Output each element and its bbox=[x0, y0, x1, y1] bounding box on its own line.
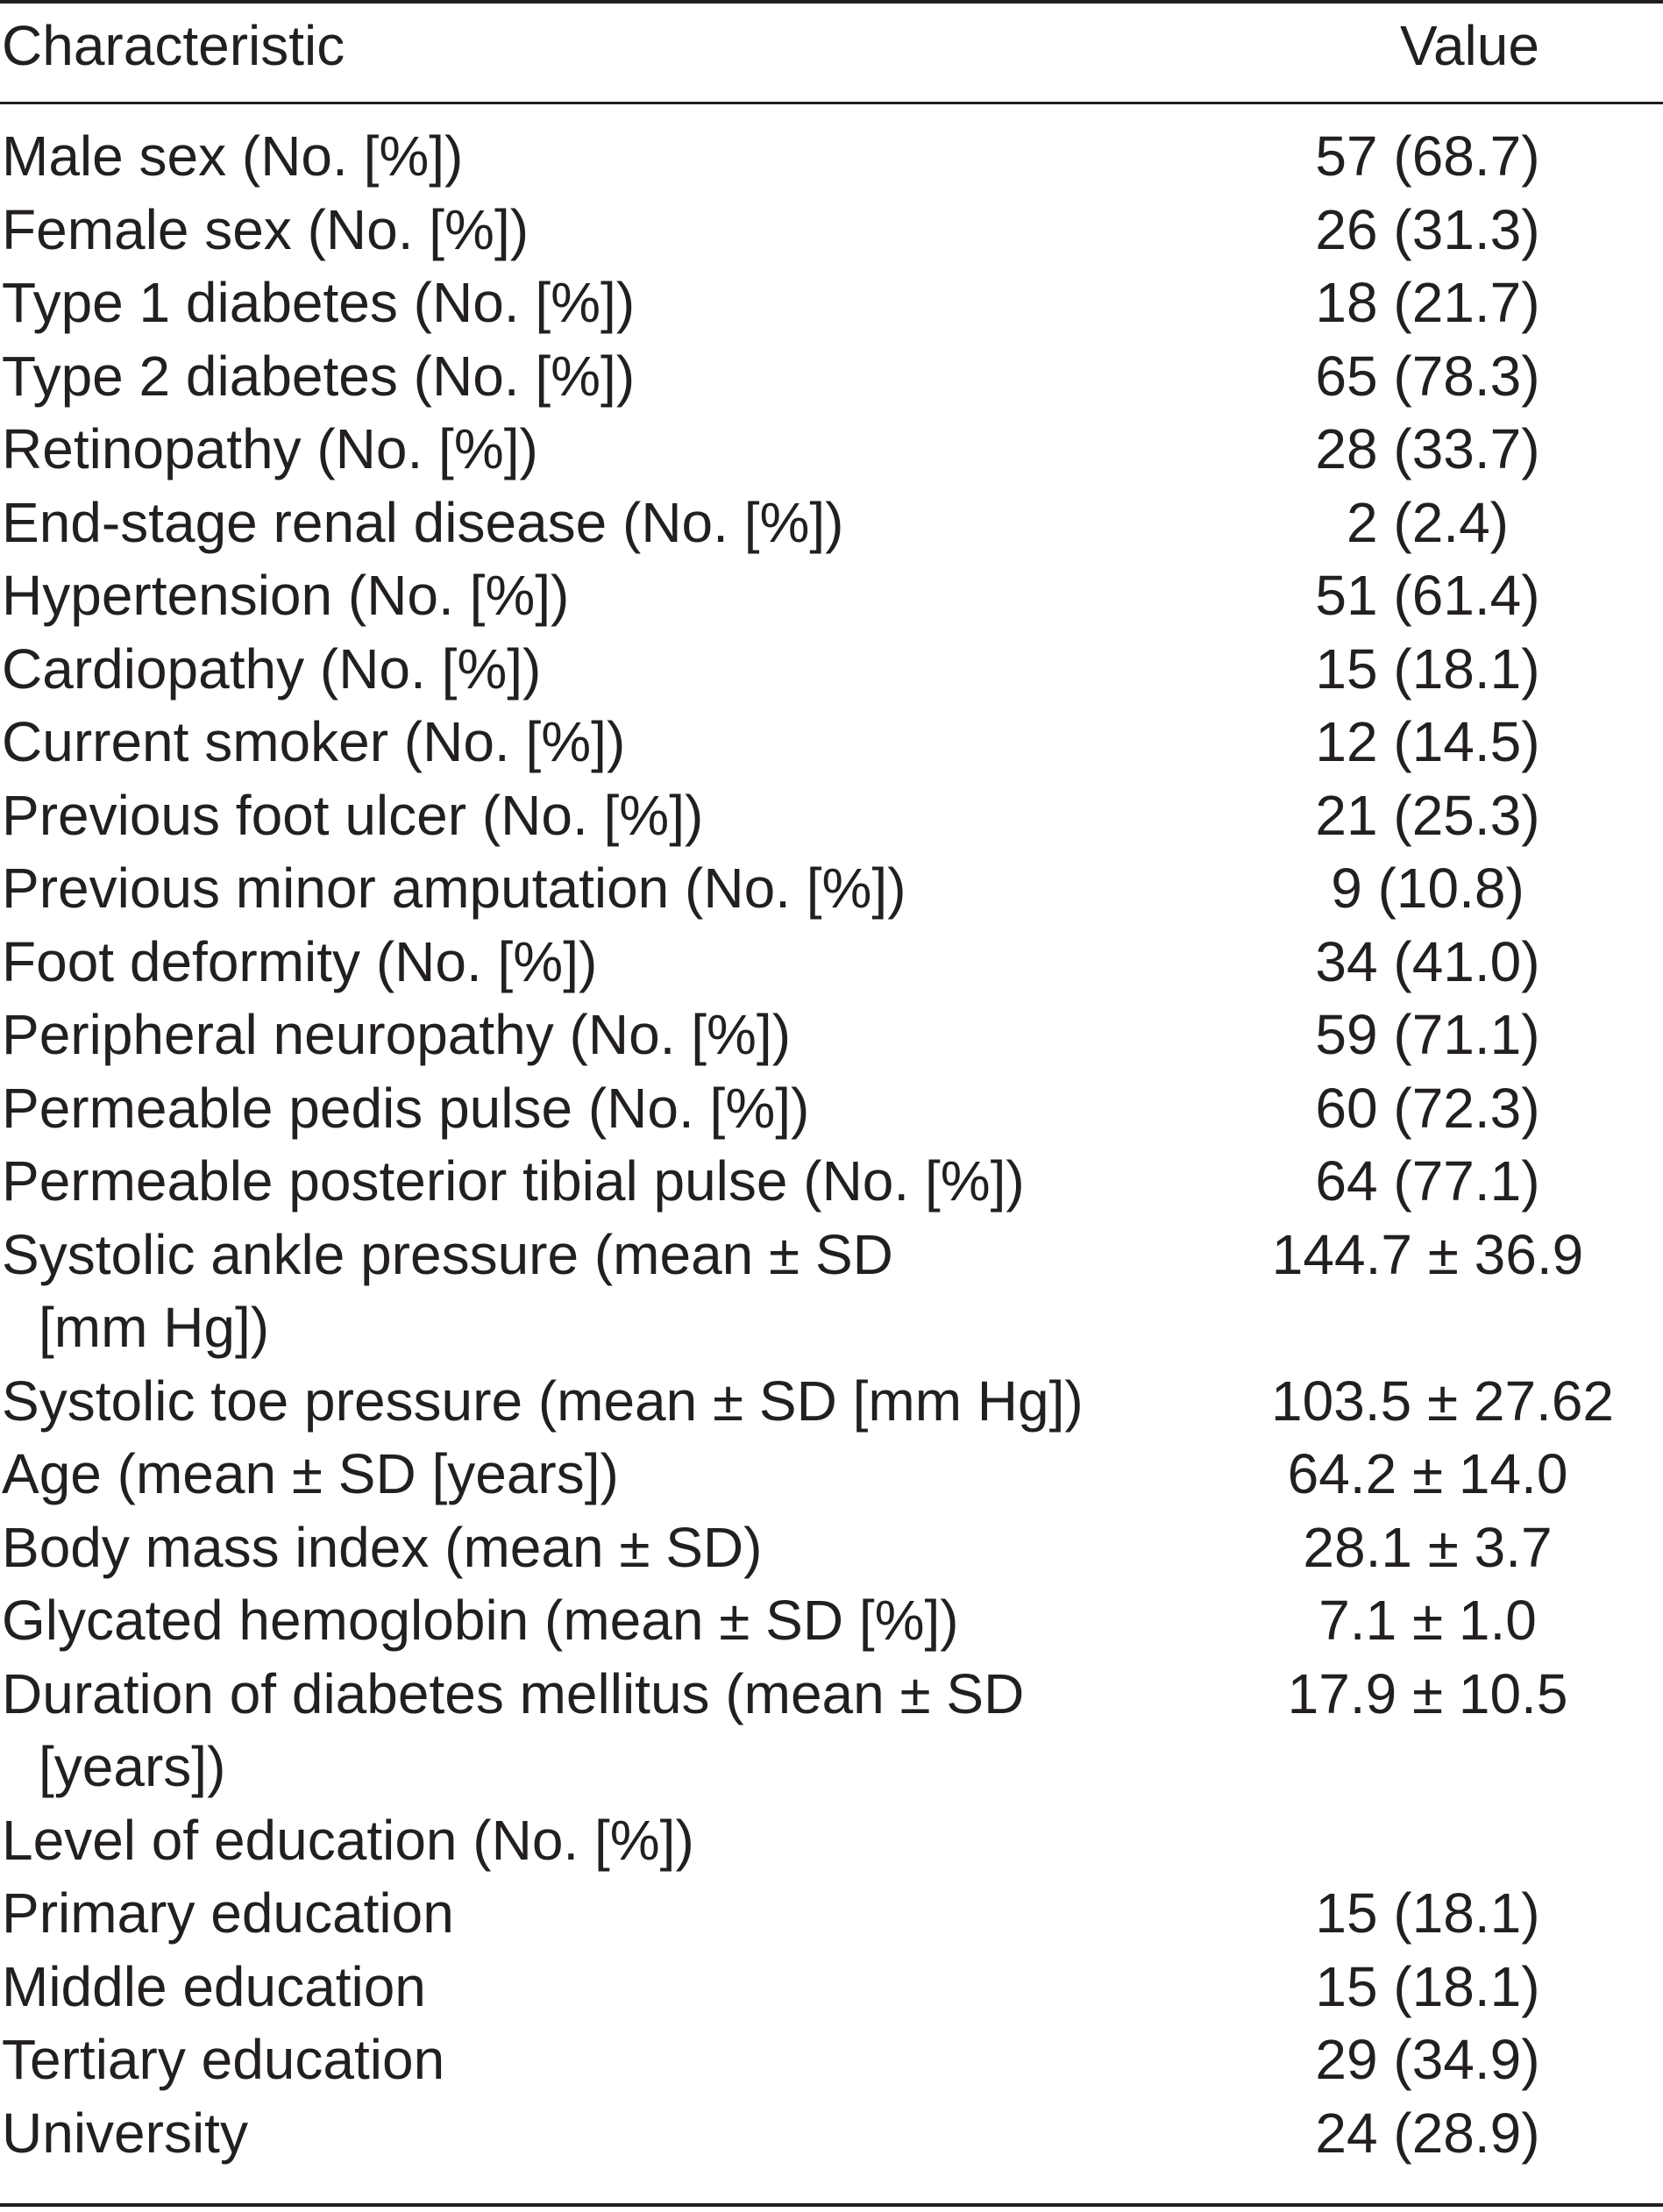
row-label-text: Cardiopathy (No. [%]) bbox=[2, 637, 542, 701]
row-label bbox=[2, 2097, 1247, 2171]
table-row bbox=[0, 2097, 1663, 2171]
row-label bbox=[2, 1951, 1247, 2024]
row-value: 60 (72.3) bbox=[1315, 1076, 1540, 1140]
row-label-text: Foot deformity (No. [%]) bbox=[2, 929, 598, 993]
table-bottom-rule bbox=[0, 2203, 1663, 2207]
row-label-text: Male sex (No. [%]) bbox=[2, 124, 464, 188]
row-value: 24 (28.9) bbox=[1315, 2101, 1540, 2165]
row-label bbox=[2, 413, 1247, 487]
row-value: 144.7 ± 36.9 bbox=[1271, 1222, 1584, 1286]
row-label-text: Hypertension (No. [%]) bbox=[2, 564, 570, 627]
row-value: 34 (41.0) bbox=[1315, 929, 1540, 993]
table-row bbox=[0, 340, 1663, 414]
row-label bbox=[2, 1877, 1247, 1951]
row-label bbox=[2, 559, 1247, 633]
row-label bbox=[2, 340, 1247, 414]
table-row bbox=[0, 926, 1663, 999]
row-value: 28 (33.7) bbox=[1315, 417, 1540, 480]
row-value: 9 (10.8) bbox=[1331, 857, 1524, 920]
row-value: 21 (25.3) bbox=[1315, 783, 1540, 847]
row-value: 15 (18.1) bbox=[1315, 1954, 1540, 2018]
row-label-text: Duration of diabetes mellitus (mean ± SD bbox=[2, 1661, 1025, 1725]
row-label-text: Previous minor amputation (No. [%]) bbox=[2, 857, 906, 920]
table-row bbox=[0, 1438, 1663, 1511]
table-row bbox=[0, 1219, 1663, 1365]
table-row bbox=[0, 1072, 1663, 1146]
table-row bbox=[0, 120, 1663, 194]
row-label bbox=[2, 1365, 1247, 1439]
row-label-text: Primary education bbox=[2, 1881, 454, 1945]
row-value: 18 (21.7) bbox=[1315, 271, 1540, 334]
row-label bbox=[2, 1511, 1247, 1585]
row-label-text: Middle education bbox=[2, 1954, 426, 2018]
table-row bbox=[0, 2024, 1663, 2097]
row-label-continuation: [mm Hg]) bbox=[39, 1296, 270, 1359]
row-label bbox=[2, 267, 1247, 340]
table-row bbox=[0, 1584, 1663, 1658]
row-label bbox=[2, 120, 1247, 194]
table-row bbox=[0, 1951, 1663, 2024]
row-label bbox=[2, 779, 1247, 853]
row-value: 29 (34.9) bbox=[1315, 2028, 1540, 2091]
row-label bbox=[2, 633, 1247, 707]
row-value: 59 (71.1) bbox=[1315, 1003, 1540, 1066]
row-label bbox=[2, 1584, 1247, 1658]
row-label-text: End-stage renal disease (No. [%]) bbox=[2, 490, 844, 554]
row-label bbox=[2, 194, 1247, 267]
table-top-rule bbox=[0, 0, 1663, 4]
row-label-text: Glycated hemoglobin (mean ± SD [%]) bbox=[2, 1589, 959, 1652]
row-label-text: Systolic toe pressure (mean ± SD [mm Hg]) bbox=[2, 1369, 1084, 1433]
row-label-text: Previous foot ulcer (No. [%]) bbox=[2, 783, 704, 847]
row-value: 26 (31.3) bbox=[1315, 197, 1540, 261]
row-value: 2 (2.4) bbox=[1347, 490, 1509, 554]
row-label-text: Type 2 diabetes (No. [%]) bbox=[2, 344, 636, 408]
table-row bbox=[0, 413, 1663, 487]
table-row bbox=[0, 1658, 1663, 1804]
row-value: 103.5 ± 27.62 bbox=[1271, 1369, 1614, 1433]
row-label-text: Current smoker (No. [%]) bbox=[2, 710, 626, 773]
table-row bbox=[0, 194, 1663, 267]
row-label-text: Retinopathy (No. [%]) bbox=[2, 417, 538, 480]
row-label-text: Systolic ankle pressure (mean ± SD bbox=[2, 1222, 893, 1286]
row-value: 64 (77.1) bbox=[1315, 1149, 1540, 1213]
table-row bbox=[0, 779, 1663, 853]
row-label bbox=[2, 1145, 1247, 1219]
row-label-text: Permeable pedis pulse (No. [%]) bbox=[2, 1076, 810, 1140]
row-value: 17.9 ± 10.5 bbox=[1287, 1661, 1568, 1725]
row-value: 12 (14.5) bbox=[1315, 710, 1540, 773]
row-value: 51 (61.4) bbox=[1315, 564, 1540, 627]
table-row bbox=[0, 1877, 1663, 1951]
row-label-text: Type 1 diabetes (No. [%]) bbox=[2, 271, 636, 334]
row-label-text: Tertiary education bbox=[2, 2028, 445, 2091]
row-label bbox=[2, 852, 1247, 926]
row-label bbox=[2, 487, 1247, 560]
table-row bbox=[0, 1365, 1663, 1439]
row-label-text: University bbox=[2, 2101, 248, 2165]
table-row bbox=[0, 633, 1663, 707]
table-row bbox=[0, 487, 1663, 560]
row-label-text: Age (mean ± SD [years]) bbox=[2, 1442, 619, 1505]
table-row bbox=[0, 267, 1663, 340]
table-body bbox=[0, 120, 1663, 2170]
table-header-row bbox=[0, 11, 1663, 81]
row-value: 15 (18.1) bbox=[1315, 637, 1540, 701]
table-row bbox=[0, 1145, 1663, 1219]
row-value: 15 (18.1) bbox=[1315, 1881, 1540, 1945]
row-label bbox=[2, 999, 1247, 1072]
table-row bbox=[0, 852, 1663, 926]
row-label-text: Body mass index (mean ± SD) bbox=[2, 1515, 763, 1579]
row-label bbox=[2, 926, 1247, 999]
table-row bbox=[0, 706, 1663, 779]
table-row bbox=[0, 559, 1663, 633]
table-header-rule bbox=[0, 102, 1663, 104]
row-label bbox=[2, 1438, 1247, 1511]
table-row bbox=[0, 1804, 1663, 1878]
row-label bbox=[2, 1219, 1247, 1365]
row-value: 57 (68.7) bbox=[1315, 124, 1540, 188]
row-label bbox=[2, 706, 1247, 779]
row-label-text: Permeable posterior tibial pulse (No. [%]) bbox=[2, 1149, 1025, 1213]
row-value: 64.2 ± 14.0 bbox=[1287, 1442, 1568, 1505]
row-label bbox=[2, 1804, 1247, 1878]
row-value: 7.1 ± 1.0 bbox=[1318, 1589, 1537, 1652]
row-value: 65 (78.3) bbox=[1315, 344, 1540, 408]
table-row bbox=[0, 1511, 1663, 1585]
row-label bbox=[2, 2024, 1247, 2097]
row-label-text: Peripheral neuropathy (No. [%]) bbox=[2, 1003, 791, 1066]
row-label bbox=[2, 1658, 1247, 1804]
row-label-continuation: [years]) bbox=[39, 1735, 226, 1798]
row-value: 28.1 ± 3.7 bbox=[1303, 1515, 1553, 1579]
row-label-text: Female sex (No. [%]) bbox=[2, 197, 529, 261]
table-row bbox=[0, 999, 1663, 1072]
row-label bbox=[2, 1072, 1247, 1146]
row-label-text: Level of education (No. [%]) bbox=[2, 1808, 694, 1872]
header-characteristic: Characteristic bbox=[2, 14, 345, 77]
header-value: Value bbox=[1400, 14, 1539, 77]
